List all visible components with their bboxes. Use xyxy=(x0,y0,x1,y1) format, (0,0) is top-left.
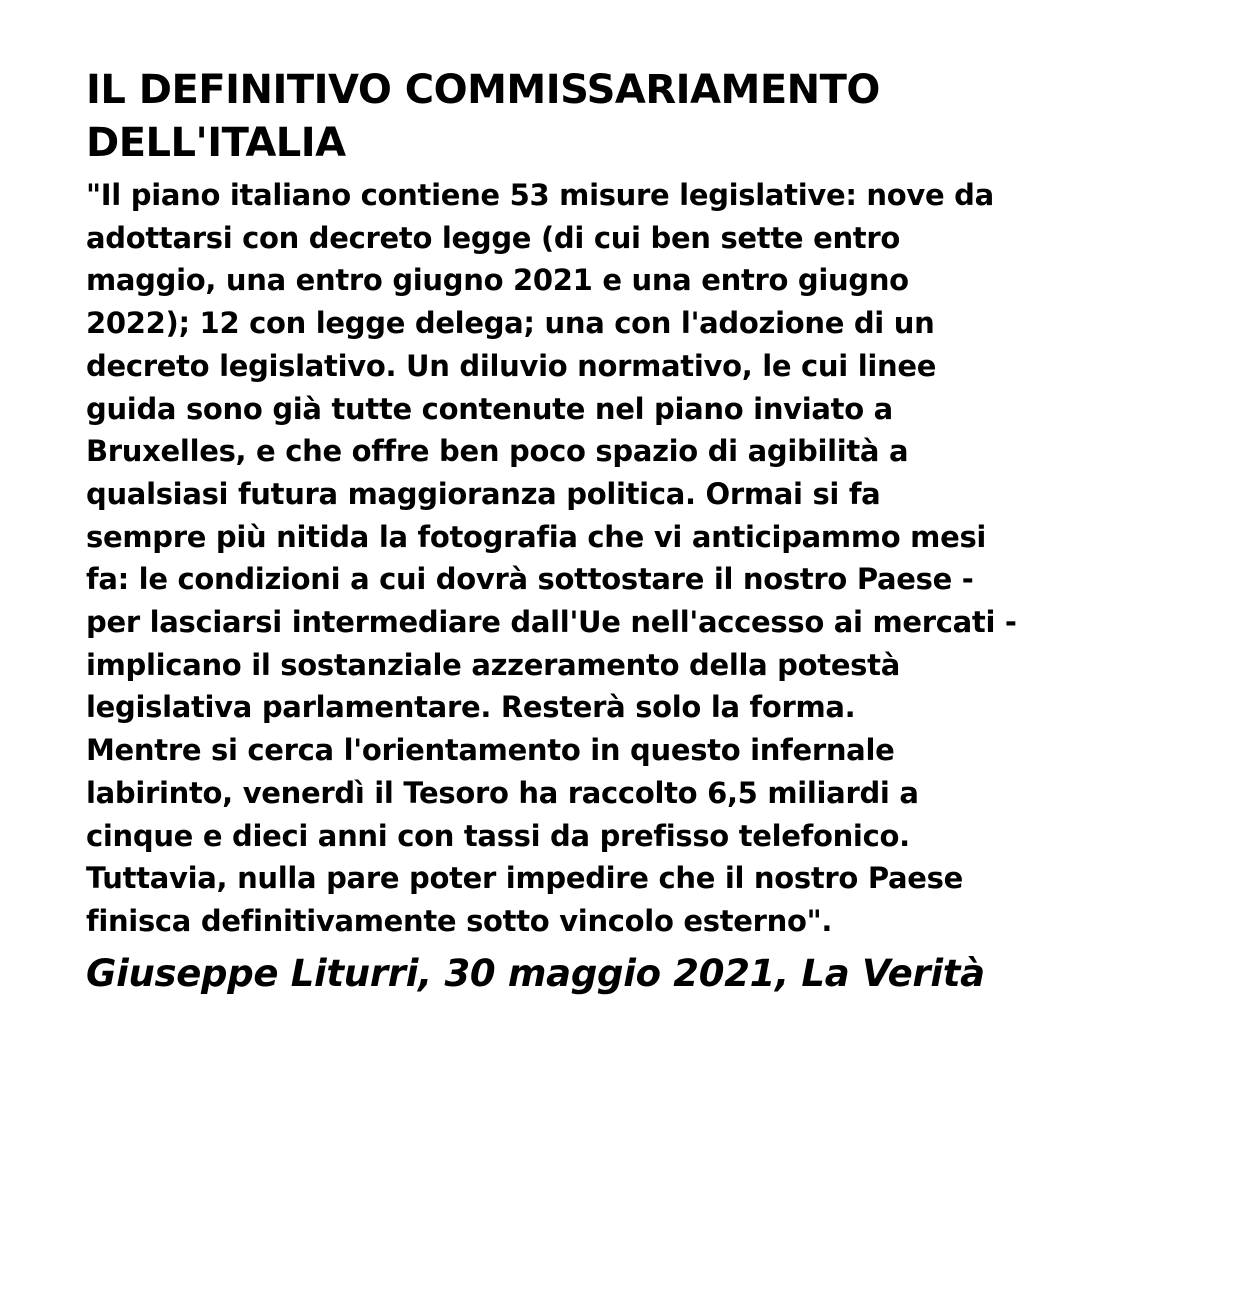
quote-line: adottarsi con decreto legge (di cui ben sette entro xyxy=(86,220,900,255)
quote-line: finisca definitivamente sotto vincolo esterno". xyxy=(86,903,833,938)
quote-line: sempre più nitida la fotografia che vi anticipammo mesi xyxy=(86,519,987,554)
quote-line: Tuttavia, nulla pare poter impedire che il nostro Paese xyxy=(86,861,963,896)
quote-line: "Il piano italiano contiene 53 misure legislative: nove da xyxy=(86,178,994,212)
quote-line: 2022); 12 con legge delega; una con l'adozione di un xyxy=(86,306,935,341)
quote-line: legislativa parlamentare. Resterà solo la forma. xyxy=(86,690,856,725)
document-title xyxy=(86,64,1206,170)
quote-line: maggio, una entro giugno 2021 e una entro giugno xyxy=(86,263,909,298)
quote-line: fa: le condizioni a cui dovrà sottostare il nostro Paese - xyxy=(86,562,974,597)
attribution: Giuseppe Liturri, 30 maggio 2021, La Verità xyxy=(86,951,985,995)
quote-line: labirinto, venerdì il Tesoro ha raccolto 6,5 miliardi a xyxy=(86,775,919,810)
quote-line: cinque e dieci anni con tassi da prefisso telefonico. xyxy=(86,818,910,853)
quote-line: implicano il sostanziale azzeramento della potestà xyxy=(86,647,900,682)
quote-line: decreto legislativo. Un diluvio normativo, le cui linee xyxy=(86,348,937,383)
quote-line: Mentre si cerca l'orientamento in questo infernale xyxy=(86,733,895,768)
quote-line: qualsiasi futura maggioranza politica. Ormai si fa xyxy=(86,476,881,511)
document-page xyxy=(86,64,1206,999)
title-line-2: DELL'ITALIA xyxy=(86,120,346,166)
quote-body xyxy=(86,174,1206,943)
quote-line: per lasciarsi intermediare dall'Ue nell'accesso ai mercati - xyxy=(86,605,1017,640)
title-line-1: IL DEFINITIVO COMMISSARIAMENTO xyxy=(86,67,880,113)
quote-line: Bruxelles, e che offre ben poco spazio di agibilità a xyxy=(86,434,909,469)
quote-line: guida sono già tutte contenute nel piano inviato a xyxy=(86,391,893,426)
